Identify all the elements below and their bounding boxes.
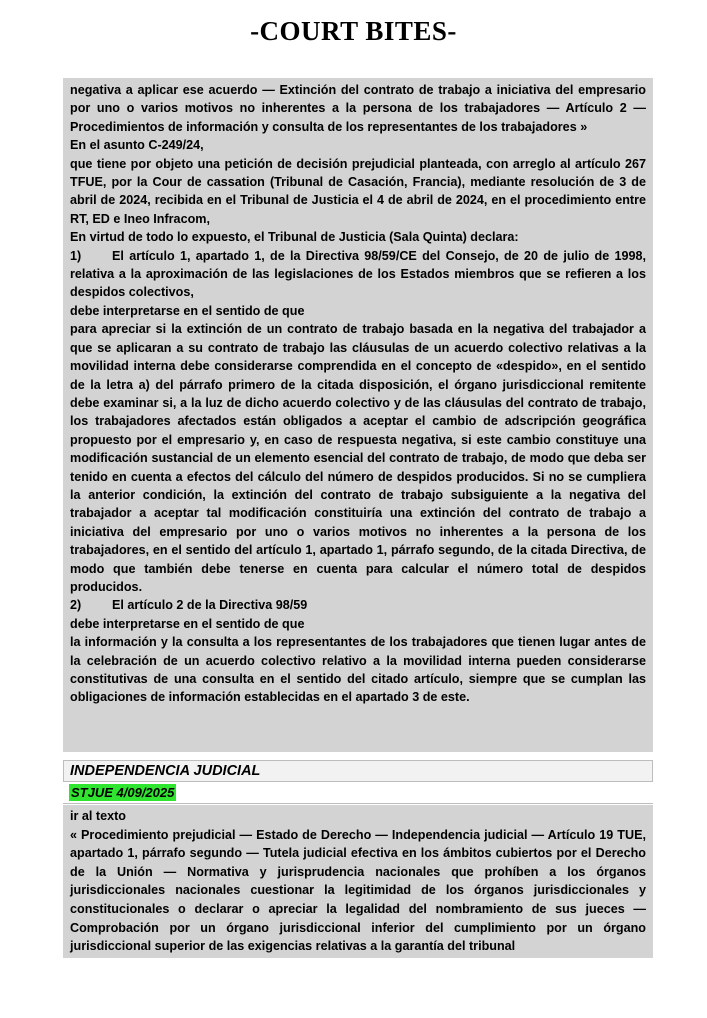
point-number: 1): [70, 248, 82, 263]
judgment-date-badge: STJUE 4/09/2025: [71, 785, 175, 800]
ruling-point-2: [70, 596, 646, 614]
ruling-text-1: para apreciar si la extinción de un contrato de trabajo basada en la negativa del trabajador a que se aplicaran a su contrato de trabajo las cláusulas de un acuerdo colectivo relativas a la movilidad interna debe considerarse comprendida en el concepto de «despido», en el sentido de la letra a) del párrafo primero de la citada disposición, el órgano jurisdiccional remitente debe examinar si, a la luz de dicho acuerdo colectivo y de las cláusulas del contrato de trabajo, los trabajadores afectados están obligados a aceptar el cambio de adscripción geográfica propuesto por el empresario y, en caso de respuesta negativa, si este cambio constituye una modificación sustancial de un elemento esencial del contrato de trabajo, de modo que deba ser tenido en cuenta a efectos del cálculo del número de despidos producidos. Si no se cumpliera la anterior condición, la extinción del contrato de trabajo subsiguiente a la negativa del trabajador a aceptar tal modificación constituiría una extinción del contrato de trabajo a iniciativa del empresario por uno o varios motivos no inherentes a la persona de los trabajadores, en el sentido del artículo 1, apartado 1, párrafo segundo, de la citada Directiva, de modo que también debe tenerse en cuenta para calcular el número total de despidos producidos.: [70, 322, 646, 594]
go-to-text-link[interactable]: ir al texto: [70, 809, 126, 823]
case-reference: En el asunto C‑249/24,: [70, 138, 204, 153]
newsletter-title: -COURT BITES-: [250, 16, 457, 46]
ruling-text-2: la información y la consulta a los representantes de los trabajadores que tienen lugar antes de la celebración de un acuerdo colectivo relativo a la movilidad interna pueden considerarse constitutivas de una consulta en el sentido del citado artículo, siempre que se cumplan las obligaciones de información establecidas en el apartado 3 de este.: [70, 635, 646, 705]
point-text: El artículo 2 de la Directiva 98/59: [112, 598, 308, 613]
case-object: que tiene por objeto una petición de decisión prejudicial planteada, con arreglo al artículo 267 TFUE, por la Cour de cassation (Tribunal de Casación, Francia), mediante resolución de 3 de abril de 2024, recibida en el Tribunal de Justicia el 4 de abril de 2024, en el procedimiento entre RT, ED e Ineo Infracom,: [70, 156, 646, 226]
summary-tail: negativa a aplicar ese acuerdo — Extinción del contrato de trabajo a iniciativa del empresario por uno o varios motivos no inherentes a la persona de los trabajadores — Artículo 2 — Procedimientos de información y consulta de los representantes de los trabajadores »: [70, 83, 646, 134]
ruling-point-1: [70, 247, 646, 302]
court-declaration: En virtud de todo lo expuesto, el Tribunal de Justicia (Sala Quinta) declara:: [70, 230, 519, 245]
interpretation-phrase: debe interpretarse en el sentido de que: [70, 616, 305, 631]
interpretation-phrase: debe interpretarse en el sentido de que: [70, 303, 305, 318]
judgment-text-block: [63, 78, 653, 752]
judgment-date-row: [63, 782, 653, 804]
point-number: 2): [70, 598, 82, 613]
judgment-summary: « Procedimiento prejudicial — Estado de Derecho — Independencia judicial — Artículo 19 TUE, apartado 1, párrafo segundo — Tutela judicial efectiva en los ámbitos cubiertos por el Derecho de la Unión — Normativa y jurisprudencia nacionales que prohíben a los órganos jurisdiccionales nacionales cuestionar la legitimidad de los órganos jurisdiccionales y constitucionales o declarar o apreciar la legalidad del nombramiento de sus jueces — Comprobación por un órgano jurisdiccional inferior del cumplimiento por un órgano jurisdiccional superior de las exigencias relativas a la garantía del tribunal: [70, 827, 646, 954]
point-text: El artículo 1, apartado 1, de la Directiva 98/59/CE del Consejo, de 20 de julio de 1998, relativa a la aproximación de las legislaciones de los Estados miembros que se refieren a los despidos colectivos,: [70, 248, 646, 300]
section-heading: INDEPENDENCIA JUDICIAL: [63, 760, 653, 782]
judgment-text-block-2: [63, 805, 653, 958]
